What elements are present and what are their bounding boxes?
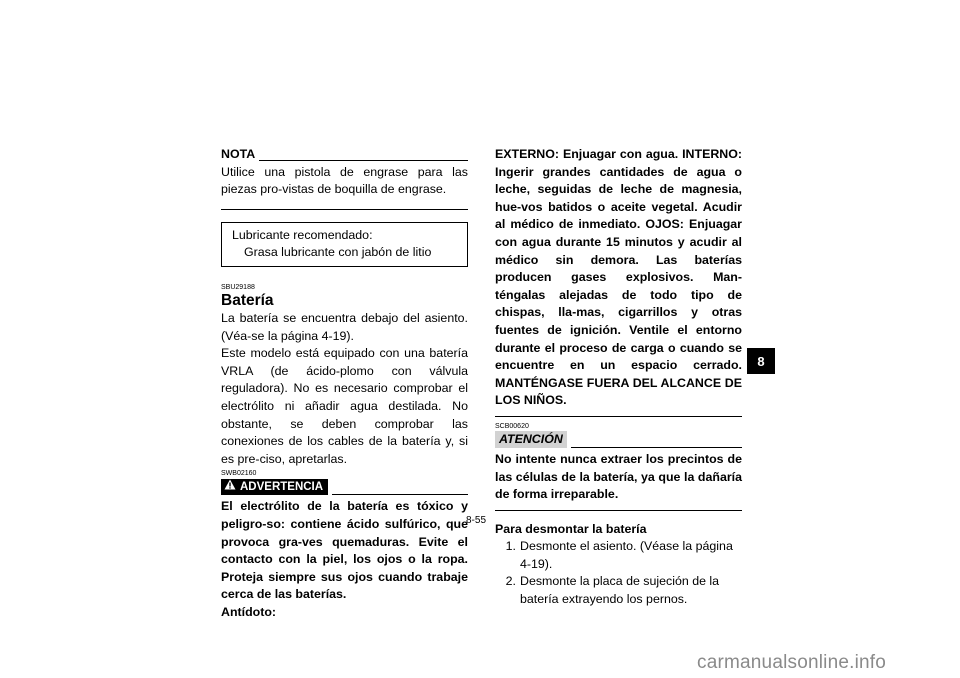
note-header [221, 146, 468, 164]
antidote-label: Antídoto: [221, 604, 277, 619]
step-text: Desmonte el asiento. (Véase la página 4-19). [520, 539, 733, 571]
battery-title: Batería [221, 291, 274, 309]
warning-badge [221, 479, 328, 495]
caution-end-rule [495, 510, 742, 511]
note-label: NOTA [221, 147, 256, 161]
list-item [495, 573, 742, 608]
caution-rule [571, 447, 742, 448]
right-column [495, 146, 742, 609]
left-column [221, 146, 468, 621]
caution-badge: ATENCIÓN [495, 431, 567, 448]
warning-code: SWB02160 [221, 470, 257, 478]
battery-code: SBU29188 [221, 283, 255, 291]
warning-label: ADVERTENCIA [240, 480, 324, 493]
remove-battery-title: Para desmontar la batería [495, 521, 647, 536]
warning-header [221, 479, 468, 495]
caution-text: No intente nunca extraer los precintos de las células de la batería, ya que la dañaría de forma irreparable. [495, 451, 742, 502]
caution-header [495, 431, 742, 448]
note-end-rule [221, 209, 468, 210]
warning-rule [332, 494, 468, 495]
lubricant-box [221, 222, 468, 267]
step-number: 1. [505, 539, 516, 554]
page-number: 8-55 [466, 515, 487, 526]
lubricant-value: Grasa lubricante con jabón de litio [244, 245, 432, 260]
battery-paragraph-1: La batería se encuentra debajo del asiento. (Véa-se la página 4-19). [221, 310, 468, 343]
chapter-tab: 8 [747, 348, 775, 374]
warning-text: El electrólito de la batería es tóxico y peligro-so: contiene ácido sulfúrico, que provoca gra-ves quemaduras. Evite el contacto con la piel, los ojos o la ropa. Proteja siempre sus ojos cuando trabaje cerca de las baterías. [221, 499, 468, 602]
step-number: 2. [505, 574, 516, 589]
watermark: carmanualsonline.info [697, 652, 887, 673]
note-text: Utilice una pistola de engrase para las piezas pro-vistas de boquilla de engrase. [221, 164, 468, 197]
warning-triangle-icon [224, 479, 236, 497]
removal-steps [495, 538, 742, 608]
battery-paragraph-2: Este modelo está equipado con una batería VRLA (de ácido-plomo con válvula reguladora). No es necesario comprobar el electrólito ni añadir agua destilada. No obstante, se deben comprobar las conexiones de los cables de la batería y, si es pre-ciso, apretarlas. [221, 346, 468, 466]
warning-end-rule [495, 416, 742, 417]
warning-continued-text: EXTERNO: Enjuagar con agua. INTERNO: Ingerir grandes cantidades de agua o leche, seguidas de leche de magnesia, hue-vos batidos o aceite vegetal. Acudir al médico de inmediato. OJOS: Enjuagar con agua durante 15 minutos y acudir al médico sin demora. Las baterías producen gases explosivos. Man-téngalas alejadas de todo tipo de chispas, lla-mas, cigarrillos y otras fuentes de ignición. Ventile el entorno durante el proceso de carga o cuando se encuentre en un espacio cerrado. MANTÉNGASE FUERA DEL ALCANCE DE LOS NIÑOS. [495, 147, 742, 408]
step-text: Desmonte la placa de sujeción de la batería extrayendo los pernos. [520, 574, 720, 607]
note-rule [259, 160, 468, 161]
lubricant-label: Lubricante recomendado: [232, 227, 373, 242]
list-item [495, 538, 742, 573]
caution-code: SCB00620 [495, 422, 529, 430]
